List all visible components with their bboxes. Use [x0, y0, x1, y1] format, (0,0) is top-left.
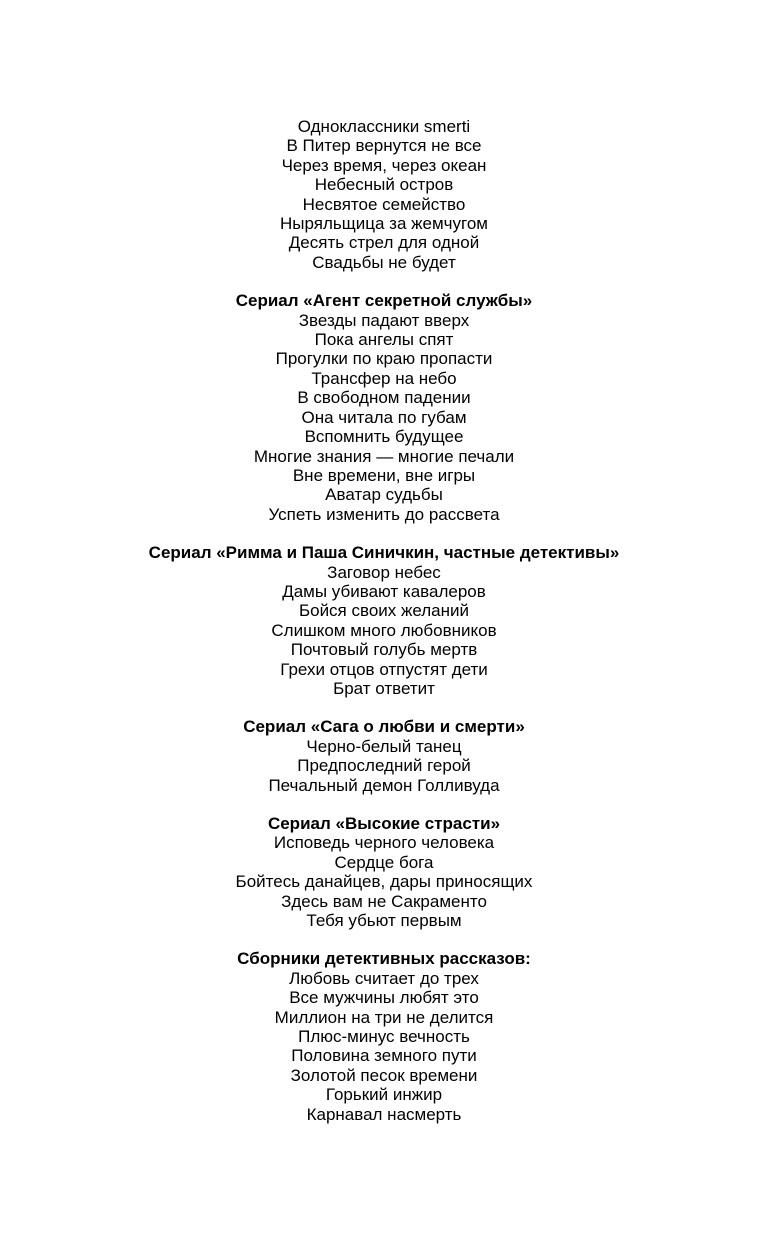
section-heading: Сериал «Высокие страсти»	[267, 814, 501, 833]
list-item: В свободном падении	[297, 388, 471, 408]
list-item: Тебя убьют первым	[306, 911, 462, 931]
title-list	[0, 737, 768, 795]
list-item: Звезды падают вверх	[298, 310, 470, 330]
list-item: Небесный остров	[314, 175, 454, 195]
list-item: Почтовый голубь мертв	[290, 640, 478, 660]
title-list	[0, 563, 768, 699]
title-list	[0, 311, 768, 524]
title-list	[0, 969, 768, 1124]
list-item: Грехи отцов отпустят дети	[280, 659, 488, 679]
list-item: Исповедь черного человека	[273, 833, 495, 853]
list-item: Слишком много любовников	[271, 620, 497, 640]
section-heading: Сериал «Агент секретной службы»	[235, 291, 533, 311]
list-item: Свадьбы не будет	[312, 252, 456, 272]
list-item: Сердце бога	[334, 852, 434, 872]
list-item: Плюс-минус вечность	[298, 1027, 470, 1047]
list-item: Десять стрел для одной	[288, 233, 480, 253]
list-item: Миллион на три не делится	[274, 1007, 494, 1027]
list-item: Бойтесь данайцев, дары приносящих	[235, 872, 533, 892]
list-item: В Питер вернутся не все	[286, 136, 482, 156]
title-list	[0, 117, 768, 272]
list-item: Ныряльщица за жемчугом	[280, 214, 488, 234]
section-heading: Сборники детективных рассказов:	[237, 949, 531, 969]
section-heading: Сериал «Сага о любви и смерти»	[243, 717, 525, 737]
list-item: Печальный демон Голливуда	[268, 775, 500, 795]
list-item: Пока ангелы спят	[314, 330, 454, 350]
list-item: Карнавал насмерть	[306, 1104, 462, 1124]
list-item: Трансфер на небо	[311, 368, 457, 388]
section-series-saga-love-death	[0, 717, 768, 795]
list-item: Дамы убивают кавалеров	[282, 581, 486, 601]
list-item: Половина земного пути	[291, 1046, 477, 1066]
list-item: Золотой песок времени	[290, 1065, 478, 1085]
list-item: Заговор небес	[327, 562, 441, 582]
list-item: Аватар судьбы	[325, 485, 443, 505]
list-item: Прогулки по краю пропасти	[275, 349, 493, 369]
list-item: Одноклассники smerti	[297, 117, 471, 136]
list-item: Все мужчины любят это	[289, 988, 479, 1008]
book-list-page	[0, 117, 768, 1124]
title-list	[0, 833, 768, 930]
section-standalone-novels	[0, 117, 768, 272]
section-series-high-passions	[0, 814, 768, 930]
section-story-collections	[0, 949, 768, 1124]
section-heading: Сериал «Римма и Паша Синичкин, частные детективы»	[148, 543, 620, 563]
list-item: Бойся своих желаний	[298, 601, 470, 621]
list-item: Черно-белый танец	[306, 736, 462, 756]
list-item: Многие знания — многие печали	[253, 446, 515, 466]
list-item: Она читала по губам	[301, 407, 467, 427]
list-item: Горький инжир	[325, 1085, 443, 1105]
list-item: Любовь считает до трех	[289, 968, 479, 988]
list-item: Здесь вам не Сакраменто	[281, 891, 487, 911]
list-item: Брат ответит	[333, 678, 435, 698]
section-series-rimma-pasha	[0, 543, 768, 698]
list-item: Вспомнить будущее	[304, 427, 464, 447]
list-item: Несвятое семейство	[302, 194, 466, 214]
list-item: Успеть изменить до рассвета	[268, 504, 500, 524]
section-series-secret-agent	[0, 291, 768, 524]
list-item: Вне времени, вне игры	[292, 465, 476, 485]
list-item: Предпоследний герой	[297, 756, 471, 776]
list-item: Через время, через океан	[281, 155, 487, 175]
